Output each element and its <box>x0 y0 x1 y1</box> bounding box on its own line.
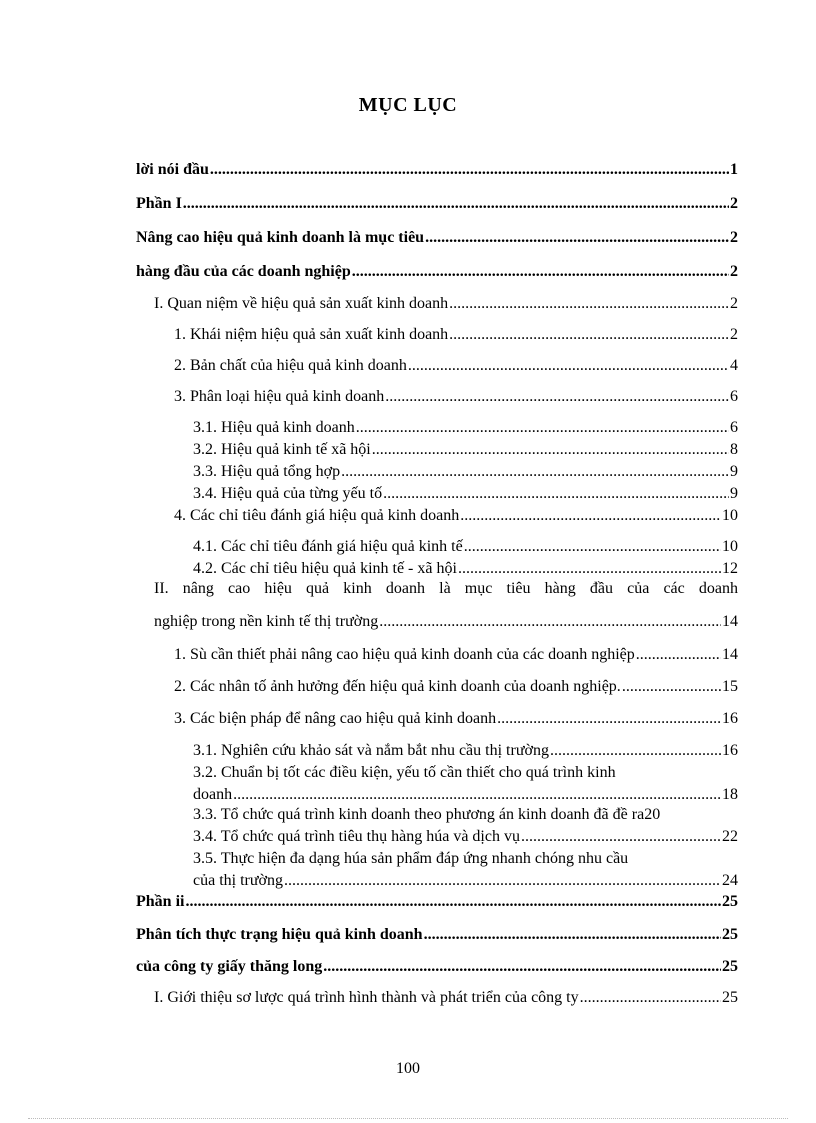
dot-leader <box>385 387 729 407</box>
toc-entry-cong-ty[interactable] <box>136 957 738 977</box>
toc-entry-ii-3[interactable] <box>174 709 738 729</box>
toc-entry-ii-3-5-line1[interactable]: 3.5. Thực hiện đa dạng húa sản phẩm đáp ứng nhanh chóng nhu cầu <box>193 850 629 867</box>
dot-leader <box>521 827 721 847</box>
toc-entry-text: lời nói đầu <box>136 161 209 178</box>
toc-entry-text: 2. Các nhân tố ảnh hưởng đến hiệu quả kinh doanh của doanh nghiệp. <box>174 678 621 695</box>
dot-leader <box>460 506 721 526</box>
toc-page-number: 2 <box>730 326 738 343</box>
toc-page-number: 6 <box>730 419 738 436</box>
toc-entry-text: 4.2. Các chỉ tiêu hiệu quả kinh tế - xã hội <box>193 560 457 577</box>
toc-entry-ii-section-i[interactable] <box>154 988 738 1008</box>
dot-leader <box>379 612 721 632</box>
toc-entry-text: doanh <box>193 786 233 803</box>
toc-entry-4[interactable] <box>174 506 738 526</box>
page-number: 100 <box>396 1060 420 1077</box>
dot-leader <box>383 484 729 504</box>
toc-entry-text: 3. Các biện pháp để nâng cao hiệu quả kinh doanh <box>174 710 497 727</box>
toc-entry-text: hàng đầu của các doanh nghiệp <box>136 263 351 280</box>
toc-page-number: 25 <box>722 926 738 943</box>
toc-entry-text: 1. Khái niệm hiệu quả sản xuất kinh doanh <box>174 326 449 343</box>
toc-entry-3[interactable] <box>174 387 738 407</box>
toc-entry-text: nghiệp trong nền kinh tế thị trường <box>154 613 379 630</box>
page-title: MỤC LỤC <box>358 94 458 116</box>
dot-leader <box>497 709 721 729</box>
toc-entry-text: 3.1. Nghiên cứu khảo sát và nắm bắt nhu cầu thị trường <box>193 742 549 759</box>
toc-entry-text: 3.3. Tổ chức quá trình kinh doanh theo phương án kinh doanh đã đề ra <box>193 806 645 823</box>
toc-entry-text: Phân tích thực trạng hiệu quả kinh doanh <box>136 926 423 943</box>
toc-entry-3-1[interactable] <box>193 418 738 438</box>
toc-entry-text: I. Giới thiệu sơ lược quá trình hình thành và phát triển của công ty <box>154 989 579 1006</box>
dot-leader <box>636 645 721 665</box>
dot-leader <box>341 462 729 482</box>
toc-entry-phan-tich[interactable] <box>136 925 738 945</box>
dot-leader <box>183 194 729 214</box>
dot-leader <box>185 892 721 912</box>
toc-entry-section-ii-line1[interactable]: II. nâng cao hiệu quả kinh doanh là mục tiêu hàng đầu của các doanh <box>154 580 738 597</box>
toc-entry-3-3[interactable] <box>193 462 738 482</box>
toc-entry-3-2[interactable] <box>193 440 738 460</box>
toc-entry-text: 2. Bản chất của hiệu quả kinh doanh <box>174 357 407 374</box>
toc-entry-section-i[interactable] <box>154 294 738 314</box>
toc-page-number: 8 <box>730 441 738 458</box>
toc-page-number: 25 <box>722 893 738 910</box>
toc-entry-text: Nâng cao hiệu quả kinh doanh là mục tiêu <box>136 229 425 246</box>
toc-page-number: 16 <box>722 710 738 727</box>
toc-entry-text: Phần I <box>136 195 182 212</box>
toc-page-number: 2 <box>730 229 738 246</box>
toc-entry-hang-dau[interactable] <box>136 262 738 282</box>
toc-entry-ii-3-4[interactable] <box>193 827 738 847</box>
toc-entry-ii-3-2-line1[interactable]: 3.2. Chuẩn bị tốt các điều kiện, yếu tố cần thiết cho quá trình kinh <box>193 764 616 781</box>
toc-page-number: 9 <box>730 463 738 480</box>
dot-leader <box>449 325 729 345</box>
dot-leader <box>550 741 721 761</box>
dot-leader <box>464 537 721 557</box>
dot-leader <box>323 957 721 977</box>
toc-page-number: 15 <box>722 678 738 695</box>
toc-entry-text: 3.3. Hiệu quả tổng hợp <box>193 463 341 480</box>
toc-page-number: 2 <box>730 195 738 212</box>
toc-entry-text: 3.4. Tổ chức quá trình tiêu thụ hàng húa và dịch vụ <box>193 828 520 845</box>
toc-page-number: 18 <box>722 786 738 803</box>
dot-leader <box>425 228 729 248</box>
dot-leader <box>284 871 721 891</box>
toc-page-number: 2 <box>730 295 738 312</box>
toc-entry-text: I. Quan niệm về hiệu quả sản xuất kinh doanh <box>154 295 449 312</box>
toc-entry-2[interactable] <box>174 356 738 376</box>
toc-entry-ii-1[interactable] <box>174 645 738 665</box>
toc-entry-text: 1. Sù cần thiết phải nâng cao hiệu quả kinh doanh của các doanh nghiệp <box>174 646 635 663</box>
dot-leader <box>449 294 729 314</box>
toc-entry-text: của thị trường <box>193 872 283 889</box>
toc-entry-ii-3-2[interactable] <box>193 785 738 805</box>
dot-leader <box>424 925 721 945</box>
toc-page-number: 24 <box>722 872 738 889</box>
dot-leader <box>408 356 729 376</box>
toc-entry-text: 4. Các chỉ tiêu đánh giá hiệu quả kinh doanh <box>174 507 460 524</box>
toc-page-number: 14 <box>722 613 738 630</box>
toc-page-number: 4 <box>730 357 738 374</box>
toc-entry-ii-2[interactable] <box>174 677 738 697</box>
toc-page-number: 25 <box>722 958 738 975</box>
dot-leader <box>233 785 721 805</box>
toc-entry-text: Phần ii <box>136 893 185 910</box>
toc-entry-3-4[interactable] <box>193 484 738 504</box>
dot-leader <box>210 160 729 180</box>
toc-entry-text: 3.2. Hiệu quả kinh tế xã hội <box>193 441 371 458</box>
dot-leader <box>580 988 721 1008</box>
toc-page-number: 10 <box>722 538 738 555</box>
toc-entry-text: 3.4. Hiệu quả của từng yếu tố <box>193 485 383 502</box>
dot-leader <box>622 677 721 697</box>
dot-leader <box>458 559 721 579</box>
toc-entry-ii-3-3[interactable] <box>193 805 753 825</box>
toc-entry-section-ii[interactable] <box>154 612 738 632</box>
toc-entry-4-1[interactable] <box>193 537 738 557</box>
toc-entry-phan-i[interactable] <box>136 194 738 214</box>
toc-entry-text: 4.1. Các chỉ tiêu đánh giá hiệu quả kinh tế <box>193 538 463 555</box>
toc-page-number: 6 <box>730 388 738 405</box>
toc-entry-nang-cao[interactable] <box>136 228 738 248</box>
toc-entry-phan-ii[interactable] <box>136 892 738 912</box>
toc-page-number: 22 <box>722 828 738 845</box>
dot-leader <box>372 440 729 460</box>
toc-entry-text: của công ty giấy thăng long <box>136 958 323 975</box>
toc-entry-4-2[interactable] <box>193 559 738 579</box>
toc-page-number: 16 <box>722 742 738 759</box>
toc-entry-ii-3-1[interactable] <box>193 741 738 761</box>
toc-entry-text: 3. Phân loại hiệu quả kinh doanh <box>174 388 385 405</box>
toc-entry-loi-noi-dau[interactable] <box>136 160 738 180</box>
dot-leader <box>356 418 729 438</box>
toc-page-number: 12 <box>722 560 738 577</box>
toc-entry-1[interactable] <box>174 325 738 345</box>
toc-page-number: 2 <box>730 263 738 280</box>
toc-entry-text: 3.1. Hiệu quả kinh doanh <box>193 419 355 436</box>
toc-page-number: 9 <box>730 485 738 502</box>
toc-page-number: 1 <box>730 161 738 178</box>
toc-entry-ii-3-5[interactable] <box>193 871 738 891</box>
toc-page-number: 10 <box>722 507 738 524</box>
toc-page-number: 25 <box>722 989 738 1006</box>
toc-page-number: 14 <box>722 646 738 663</box>
dot-leader <box>352 262 729 282</box>
toc-page-number: 20 <box>644 806 661 823</box>
footer-divider <box>28 1118 788 1119</box>
